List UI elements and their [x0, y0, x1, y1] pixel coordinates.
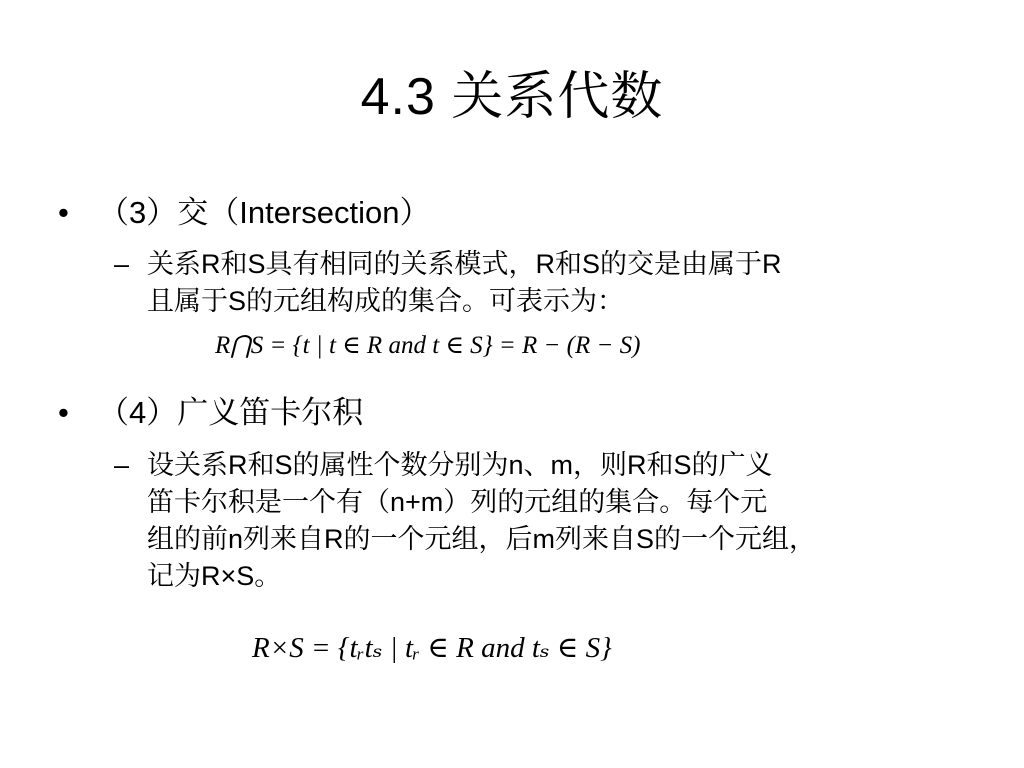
intersection-line-1: 关系R和S具有相同的关系模式，R和S的交是由属于R: [147, 249, 782, 279]
cartesian-line-2: 笛卡尔积是一个有（n+m）列的元组的集合。每个元: [147, 487, 768, 517]
cartesian-heading: （4）广义笛卡尔积: [98, 395, 364, 430]
cartesian-formula: R×S = {tᵣtₛ | tᵣ ∈ R and tₛ ∈ S}: [252, 632, 612, 664]
bullet-intersection: [58, 192, 431, 234]
cartesian-line-4: 记为R×S。: [147, 561, 282, 591]
intersection-description: [114, 246, 964, 320]
intersection-heading: （3）交（Intersection）: [98, 195, 431, 230]
cartesian-description: [114, 447, 964, 595]
dash-icon: –: [114, 249, 130, 279]
cartesian-line-3: 组的前n列来自R的一个元组，后m列来自S的一个元组，: [147, 524, 817, 554]
cartesian-line-1: 设关系R和S的属性个数分别为n、m，则R和S的广义: [147, 450, 773, 480]
intersection-line-2: 且属于S的元组构成的集合。可表示为：: [147, 286, 625, 316]
intersection-formula: R⋂S = {t | t ∈ R and t ∈ S} = R − (R − S): [215, 332, 641, 359]
bullet-icon: •: [58, 195, 69, 230]
bullet-cartesian-product: [58, 392, 363, 434]
dash-icon: –: [114, 450, 130, 480]
slide-title: 4.3 关系代数: [360, 68, 664, 126]
bullet-icon: •: [58, 395, 69, 430]
